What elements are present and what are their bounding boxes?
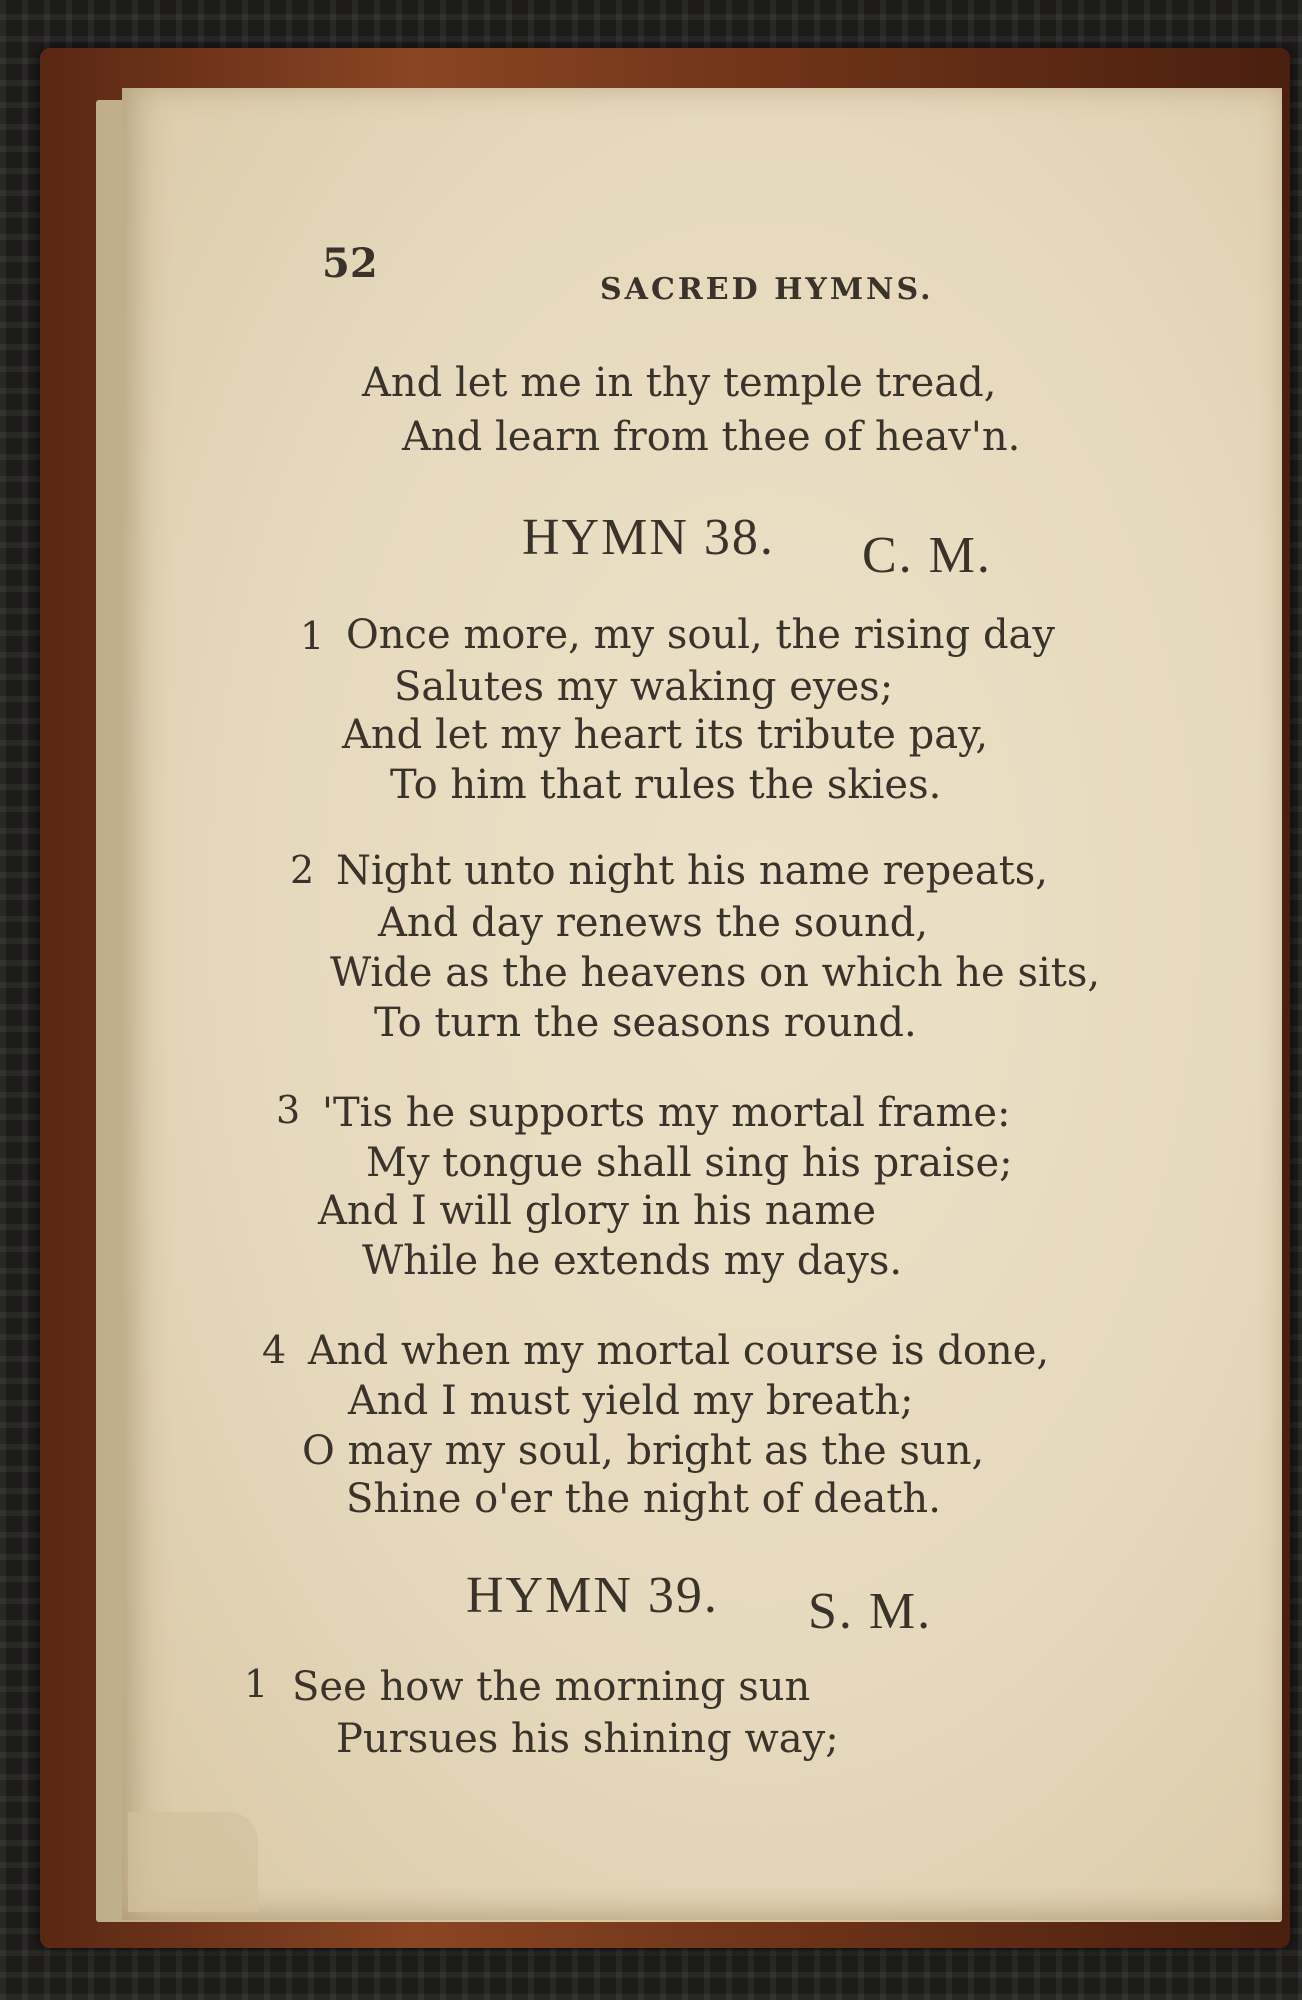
verse-line: Night unto night his name repeats, <box>336 848 1049 894</box>
hymn-39-meter: S. M. <box>808 1583 933 1640</box>
verse-line: And when my mortal course is done, <box>308 1328 1050 1374</box>
continuation-line-2: And learn from thee of heav'n. <box>402 414 1021 460</box>
verse-line: 'Tis he supports my mortal frame: <box>322 1090 1011 1136</box>
running-title: SACRED HYMNS. <box>600 272 934 307</box>
page-corner-wear <box>128 1812 258 1912</box>
verse-line: Salutes my waking eyes; <box>394 664 894 710</box>
verse-line: My tongue shall sing his praise; <box>366 1140 1013 1186</box>
hymn-38-meter: C. M. <box>862 527 992 584</box>
verse-line: O may my soul, bright as the sun, <box>302 1428 985 1474</box>
verse-line: Pursues his shining way; <box>336 1716 839 1762</box>
verse-line: Shine o'er the night of death. <box>346 1476 941 1522</box>
verse-number: 2 <box>290 848 315 892</box>
verse-line: And I must yield my breath; <box>348 1378 914 1424</box>
verse-line: To turn the seasons round. <box>374 1000 917 1046</box>
verse-number: 3 <box>276 1088 301 1132</box>
verse-line: And let my heart its tribute pay, <box>342 712 989 758</box>
verse-line: See how the morning sun <box>292 1664 811 1710</box>
verse-number: 1 <box>244 1662 269 1706</box>
verse-line: Wide as the heavens on which he sits, <box>330 950 1101 996</box>
hymn-39-title: HYMN 39. <box>466 1567 719 1624</box>
verse-line: While he extends my days. <box>362 1238 903 1284</box>
verse-line: Once more, my soul, the rising day <box>346 612 1056 658</box>
verse-line: And day renews the sound, <box>378 900 929 946</box>
hymn-38-title: HYMN 38. <box>522 509 775 566</box>
page-number: 52 <box>322 240 378 287</box>
continuation-line-1: And let me in thy temple tread, <box>362 360 997 406</box>
verse-line: To him that rules the skies. <box>390 762 942 808</box>
verse-line: And I will glory in his name <box>318 1188 877 1234</box>
verse-number: 1 <box>300 614 325 658</box>
verse-number: 4 <box>262 1328 287 1372</box>
